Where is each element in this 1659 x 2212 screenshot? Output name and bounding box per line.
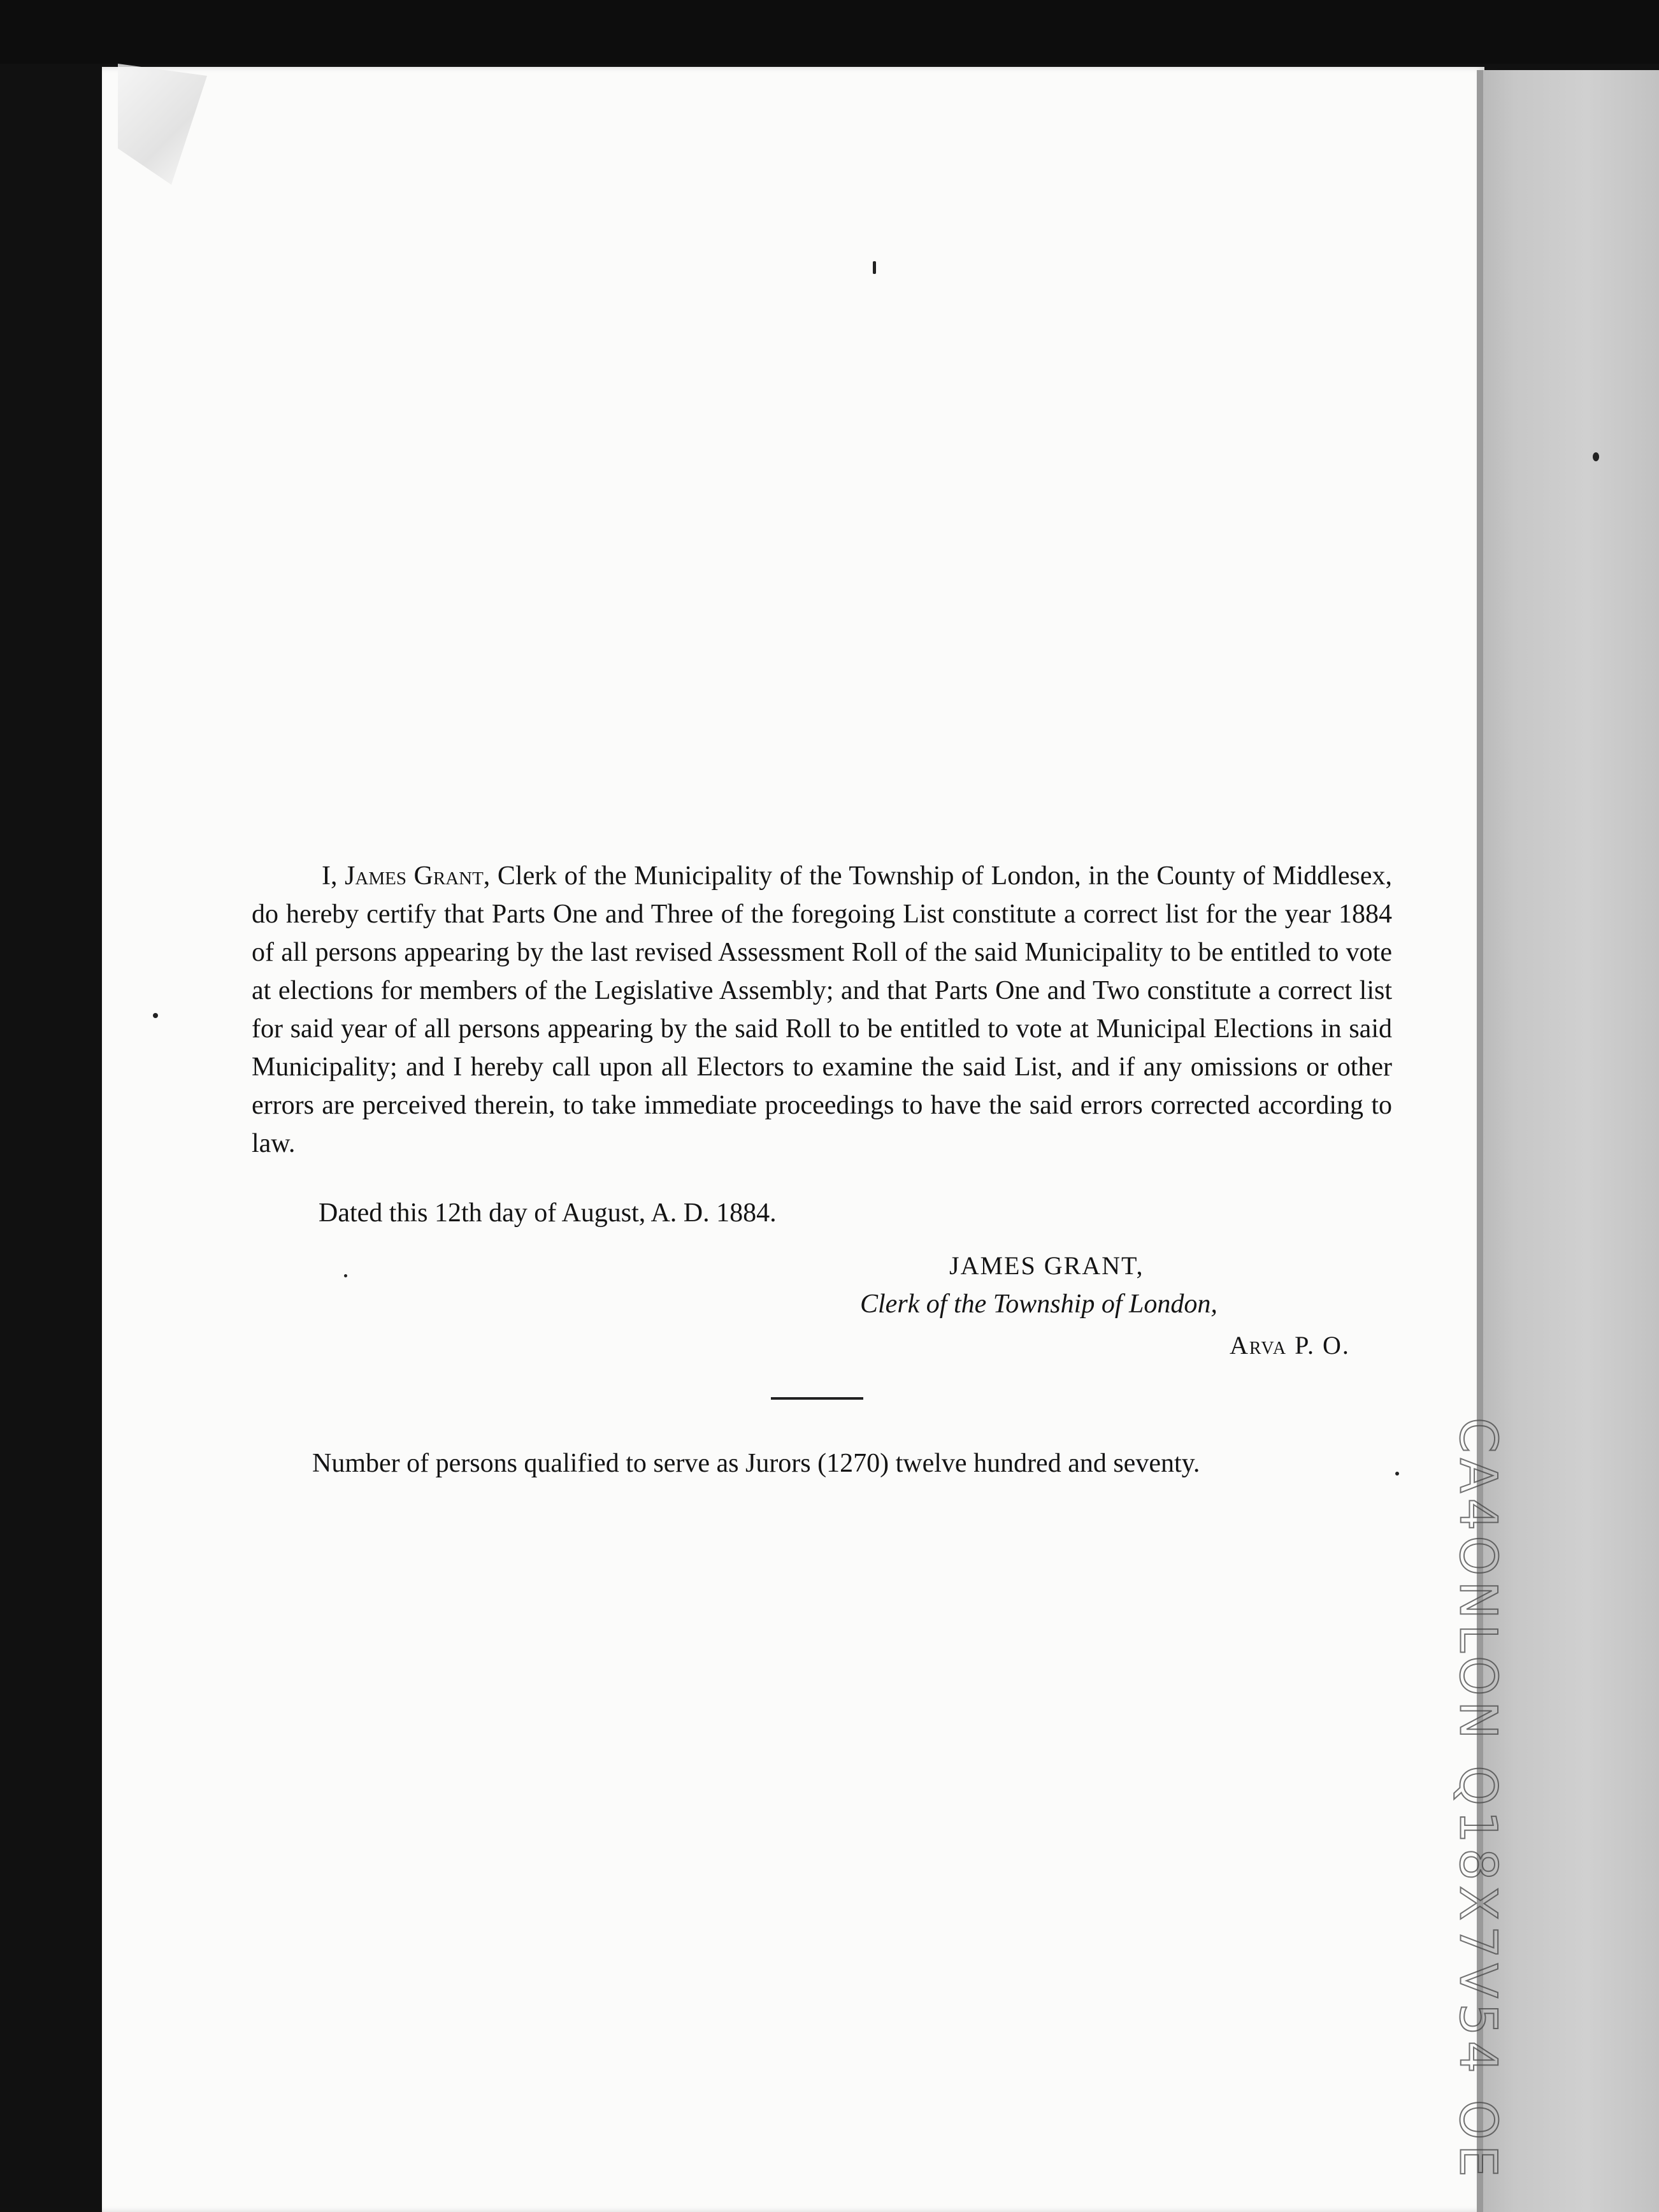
scan-border (0, 0, 1659, 64)
certificate-paragraph (252, 857, 1392, 1163)
speck (153, 1013, 158, 1018)
dated-line: Dated this 12th day of August, A. D. 1884. (319, 1198, 777, 1228)
margin-annotation: CA4ONLON Q18X7V54 OE (1448, 1417, 1508, 2183)
certificate-lead: I, James Grant, (322, 861, 491, 891)
signatory-name: JAMES GRANT, (949, 1251, 1144, 1280)
certificate-body: Clerk of the Municipality of the Township of London, in the County of Middlesex, do hereby certify that Parts One and Three of the foregoing List constitute a correct list for the year 1884 of all persons appearing by the last revised Assessment Roll of the said Municipality to be entitled to vote at elections for members of the Legislative Assembly; and that Parts One and Two constitute a correct list for said year of all persons appearing by the said Roll to be entitled to vote at Municipal Elections in said Municipality; and I hereby call upon all Electors to examine the said List, and if any omissions or other errors are perceived therein, to take immediate proceedings to have the said errors corrected according to law. (252, 861, 1393, 1158)
speck (1395, 1472, 1399, 1476)
signatory-title: Clerk of the Township of London, (860, 1289, 1217, 1319)
signatory-post-office: Arva P. O. (1230, 1331, 1350, 1360)
speck (1593, 452, 1599, 461)
divider-rule (771, 1397, 863, 1400)
speck (344, 1274, 347, 1277)
speck (873, 261, 876, 274)
jurors-note: Number of persons qualified to serve as Jurors (1270) twelve hundred and seventy. (312, 1449, 1200, 1478)
